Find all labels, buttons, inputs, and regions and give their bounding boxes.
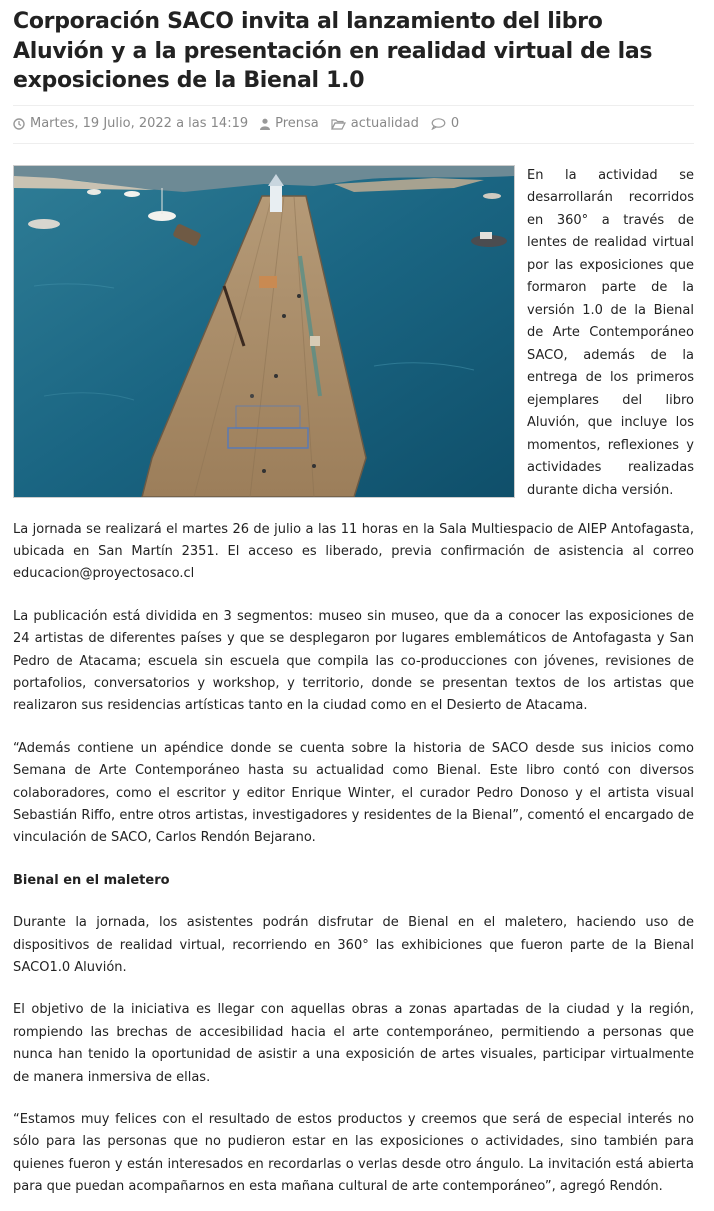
section-subheading: Bienal en el maletero xyxy=(13,872,170,888)
clock-icon xyxy=(13,118,25,130)
lead-section xyxy=(13,165,694,501)
body-paragraph-5: El objetivo de la iniciativa es llegar con aquellas obras a zonas apartadas de la ciudad y la región, rompiendo las brechas de accesibilidad hacia el arte contemporáneo, permitiendo a personas que nunca han tenido la oportunidad de asistir a una exposición de artes visuales, participar virtualmente de manera inmersiva de ellas. xyxy=(13,1002,694,1085)
meta-comments-count[interactable]: 0 xyxy=(450,115,460,131)
user-icon xyxy=(260,118,270,130)
pier-aerial-photo xyxy=(14,166,514,497)
meta-date-text: Martes, 19 Julio, 2022 a las 14:19 xyxy=(30,115,249,131)
body-paragraph-4: Durante la jornada, los asistentes podrán disfrutar de Bienal en el maletero, haciendo uso de dispositivos de realidad virtual, recorriendo en 360° las exhibiciones que fueron parte de la Bienal SACO1.0 Aluvión. xyxy=(13,915,694,975)
body-paragraph-6: “Estamos muy felices con el resultado de estos productos y creemos que será de especial interés no sólo para las personas que no pudieron estar en las exposiciones o actividades, sino también para quienes fueron y están interesados en recordarlas o verlas desde otro ángulo. La invitación está abierta para que puedan acompañarnos en esta mañana cultural de arte contemporáneo”, agregó Rendón. xyxy=(13,1112,694,1195)
meta-author[interactable] xyxy=(260,113,319,135)
meta-category[interactable] xyxy=(331,113,419,135)
lead-paragraph: En la actividad se desarrollarán recorridos en 360° a través de lentes de realidad virtual por las exposiciones que formaron parte de la versión 1.0 de la Bienal de Arte Contemporáneo SACO, además de la entrega de los primeros ejemplares del libro Aluvión, que incluye los momentos, reflexiones y actividades realizadas durante dicha versión. xyxy=(527,167,694,498)
title-divider xyxy=(13,105,694,106)
article-title: Corporación SACO invita al lanzamiento del libro Aluvión y a la presentación en realidad virtual de las exposiciones de la Bienal 1.0 xyxy=(13,9,653,93)
body-paragraph-2: La publicación está dividida en 3 segmentos: museo sin museo, que da a conocer las exposiciones de 24 artistas de diferentes países y que se desplegaron por lugares emblemáticos de Antofagasta y San Pedro de Atacama; escuela sin escuela que compila las co-producciones con jóvenes, revisiones de portafolios, conversatorios y workshop, y territorio, donde se presentan textos de los artistas que realizaron sus residencias artísticas tanto en la ciudad como en el Desierto de Atacama. xyxy=(13,608,694,714)
meta-category-link[interactable]: actualidad xyxy=(350,115,419,131)
comment-icon xyxy=(431,118,446,130)
meta-divider xyxy=(13,143,694,144)
folder-icon xyxy=(331,118,346,130)
meta-date xyxy=(13,113,248,135)
article xyxy=(13,0,694,1199)
article-body xyxy=(13,519,694,1199)
article-image xyxy=(13,165,515,498)
body-paragraph-1: La jornada se realizará el martes 26 de julio a las 11 horas en la Sala Multiespacio de AIEP Antofagasta, ubicada en San Martín 2351. El acceso es liberado, previa confirmación de asistencia al correo educacion@proyectosaco.cl xyxy=(13,521,694,582)
meta-comments[interactable] xyxy=(431,113,459,135)
meta-author-link[interactable]: Prensa xyxy=(275,115,319,131)
body-paragraph-3: “Además contiene un apéndice donde se cuenta sobre la historia de SACO desde sus inicios como Semana de Arte Contemporáneo hasta su actualidad como Bienal. Este libro contó con diversos colaboradores, como el escritor y editor Enrique Winter, el curador Pedro Donoso y el artista visual Sebastián Riffo, entre otros artistas, investigadores y residentes de la Bienal”, comentó el encargado de vinculación de SACO, Carlos Rendón Bejarano. xyxy=(13,740,694,846)
article-meta xyxy=(13,113,694,135)
